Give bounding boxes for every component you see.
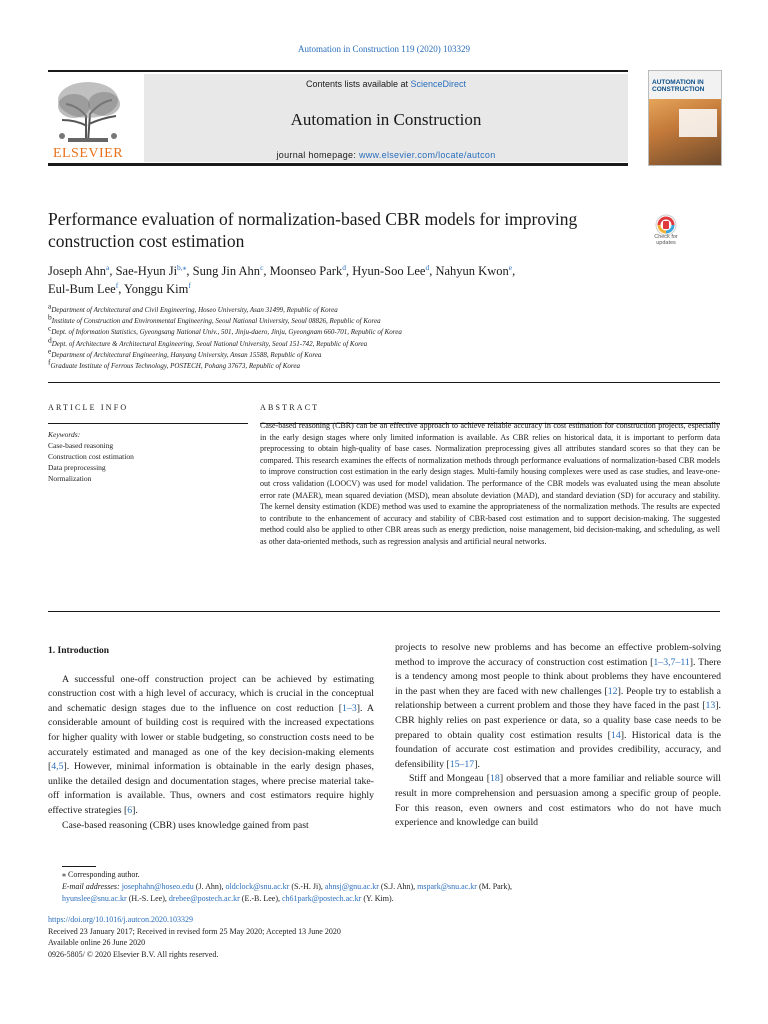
journal-homepage-line <box>144 150 628 160</box>
citation-link[interactable]: 15–17 <box>449 758 475 770</box>
author-separator: , <box>512 264 516 278</box>
body-text: ]. <box>474 758 480 770</box>
author-name[interactable]: Moonseo Park <box>269 264 343 278</box>
body-paragraph <box>48 673 374 819</box>
body-paragraph <box>395 641 721 772</box>
body-text: ]. Historical data is the foundation of accurate cost estimation and provides credibility, accuracy, and defensibility [ <box>395 729 721 770</box>
affiliation-marker: c <box>48 324 52 334</box>
keywords-block <box>48 429 248 484</box>
author-separator: , <box>118 282 124 296</box>
corresponding-author-note: ⁎ Corresponding author. <box>62 870 140 879</box>
author-separator: , <box>429 264 436 278</box>
body-text: ] observed that a more familiar and reliable source will result in more comprehension and persuasion among a specific group of people. For this reason, even owners and cost estimators who do not have much experience and knowledge can build <box>395 773 721 829</box>
body-text: Stiff and Mongeau [ <box>409 773 491 785</box>
body-column-right <box>395 641 721 831</box>
journal-cover-thumbnail[interactable] <box>648 70 722 166</box>
author-separator: , <box>345 264 353 278</box>
affiliation-text: Dept. of Information Statistics, Gyeongsang National Univ., 501, Jinju-daero, Jinju, Gyeongnam 660-701, Republic of Korea <box>51 328 402 337</box>
author-affiliation-marker[interactable]: a <box>106 262 110 272</box>
author-name[interactable]: Sung Jin Ahn <box>192 264 261 278</box>
affiliation-marker: d <box>48 335 52 345</box>
author-name[interactable]: Nahyun Kwon <box>435 264 509 278</box>
affiliation-marker: e <box>48 346 52 356</box>
affiliation-marker: a <box>48 301 52 311</box>
publisher-wordmark: ELSEVIER <box>52 146 124 161</box>
email-link[interactable]: josephahn@hoseo.edu <box>121 882 194 891</box>
citation-link[interactable]: 18 <box>490 773 500 785</box>
received-dates: Received 23 January 2017; Received in revised form 25 May 2020; Accepted 13 June 2020 <box>48 926 341 936</box>
author-name[interactable]: Eul-Bum Lee <box>48 282 116 296</box>
author-affiliation-marker[interactable]: e <box>508 262 513 272</box>
contents-prefix: Contents lists available at <box>305 79 411 89</box>
author-name[interactable]: Sae-Hyun Ji <box>115 264 178 278</box>
author-name[interactable]: Joseph Ahn <box>48 264 106 278</box>
journal-masthead <box>48 70 628 166</box>
article-title: Performance evaluation of normalization-based CBR models for improving construction cost estimation <box>48 209 578 251</box>
contents-available-line <box>144 79 628 89</box>
affiliation-text: Dept. of Architecture & Architectural Engineering, Seoul National University, Seoul 151-742, Republic of Korea <box>51 339 368 348</box>
author-separator: , <box>109 264 116 278</box>
email-link[interactable]: mspark@snu.ac.kr <box>417 882 477 891</box>
author-affiliation-marker[interactable]: c <box>260 262 264 272</box>
affiliation-item <box>48 346 728 361</box>
affiliation-item <box>48 335 728 350</box>
citation-link[interactable]: 4,5 <box>51 761 64 773</box>
affiliation-marker: b <box>48 312 52 322</box>
email-owner: (J. Ahn), <box>193 882 226 891</box>
homepage-prefix: journal homepage: <box>276 150 359 160</box>
email-owner: (S.J. Ahn), <box>378 882 418 891</box>
author-separator: , <box>263 264 270 278</box>
crossmark-icon[interactable] <box>646 212 686 252</box>
cover-contents-box <box>679 109 717 137</box>
footnotes <box>62 869 722 905</box>
keyword-item: Normalization <box>48 474 92 483</box>
body-text: ]. However, minimal information is obtainable in the early design phases, unlike the detailed design and documentation stages, where precise material take-off information is available. Thus, owners and cost estimators require highly effective strategies [ <box>48 761 374 816</box>
affiliation-item <box>48 301 728 316</box>
header-divider <box>48 382 720 383</box>
citation-link[interactable]: 1–3 <box>342 702 357 714</box>
author-affiliation-marker[interactable]: d <box>342 262 346 272</box>
citation-link[interactable]: 12 <box>607 685 618 697</box>
affiliation-item <box>48 324 728 338</box>
footnote-rule <box>62 866 96 867</box>
sciencedirect-link[interactable]: ScienceDirect <box>410 79 467 89</box>
email-link[interactable]: ahnsj@gnu.ac.kr <box>324 882 379 891</box>
affiliation-text: Institute of Construction and Environmental Engineering, Seoul National University, Seoul 08826, Republic of Korea <box>51 317 381 326</box>
email-link[interactable]: hyunslee@snu.ac.kr <box>62 894 127 903</box>
citation-link[interactable]: 6 <box>127 804 133 816</box>
affiliation-item <box>48 312 728 327</box>
affiliation-text: Graduate Institute of Ferrous Technology, POSTECH, Pohang 37673, Republic of Korea <box>50 362 300 371</box>
masthead-top-rule <box>48 70 628 72</box>
body-column-left <box>48 644 374 833</box>
affiliation-marker: f <box>48 357 51 367</box>
body-text: ]. A considerable amount of building cost is required with the increased expectations for higher quality with lower or stable budgeting, so construction costs need to be accurately estimated and managed as one of the key decision-making elements [ <box>48 702 374 773</box>
citation-link[interactable]: 14 <box>610 729 621 741</box>
author-affiliation-marker[interactable]: b,⁎ <box>177 262 187 272</box>
body-text: ]. People try to establish a relationship between a current problem and those they have faced in the past [ <box>395 685 721 712</box>
article-info-rule <box>48 423 248 424</box>
body-text: ]. CBR highly relies on past experience or data, so a quality base case needs to be prepared to obtain quality cost estimation results [ <box>395 700 721 741</box>
keyword-item: Construction cost estimation <box>48 452 134 461</box>
citation-link[interactable]: 1–3,7–11 <box>653 656 690 668</box>
abstract-heading: ABSTRACT <box>260 403 320 412</box>
masthead-bottom-rule <box>48 163 628 166</box>
available-online-date: Available online 26 June 2020 <box>48 938 146 948</box>
email-link[interactable]: ch61park@postech.ac.kr <box>282 894 362 903</box>
doi-link[interactable]: https://doi.org/10.1016/j.autcon.2020.103329 <box>48 915 193 924</box>
affiliation-text: Department of Architectural and Civil Engineering, Hoseo University, Asan 31499, Republic of Korea <box>51 306 338 314</box>
affiliation-text: Department of Architectural Engineering, Hanyang University, Ansan 15588, Republic of Korea <box>51 350 322 359</box>
keyword-item: Case-based reasoning <box>48 441 114 450</box>
keyword-item: Data preprocessing <box>48 463 106 472</box>
article-info-heading: ARTICLE INFO <box>48 403 129 412</box>
journal-homepage-link[interactable]: www.elsevier.com/locate/autcon <box>358 150 496 160</box>
masthead-banner <box>144 74 628 162</box>
copyright-line: 0926-5805/ © 2020 Elsevier B.V. All rights reserved. <box>48 949 219 959</box>
citation-link[interactable]: 13 <box>705 700 716 712</box>
author-separator: , <box>186 264 193 278</box>
affiliation-list <box>48 301 728 372</box>
author-affiliation-marker[interactable]: d <box>425 262 430 272</box>
email-owner: (H.-S. Lee), <box>126 894 169 903</box>
email-owner: (M. Park), <box>476 882 513 891</box>
journal-reference-link[interactable]: Automation in Construction 119 (2020) 103329 <box>298 44 470 54</box>
body-text: A successful one-off construction project can be achieved by estimating construction cost with a high level of accuracy, which is crucial in the conceptual and schematic design stages due to the influence on cost reduction [ <box>48 673 374 714</box>
keywords-label: Keywords: <box>48 430 81 439</box>
body-text: ]. <box>132 804 138 816</box>
body-text: ]. There is a tendency among most people to think about problems they have encountered in the past when they are faced with new challenges [ <box>395 656 721 697</box>
email-addresses <box>62 881 722 905</box>
body-paragraph <box>395 772 721 830</box>
author-affiliation-marker[interactable]: f <box>188 280 191 290</box>
email-owner: (Y. Kim). <box>361 894 394 903</box>
body-paragraph: Case-based reasoning (CBR) uses knowledge gained from past <box>62 819 309 831</box>
author-name[interactable]: Yonggu Kim <box>124 282 189 296</box>
email-owner: (S.-H. Ji), <box>289 882 325 891</box>
author-name[interactable]: Hyun-Soo Lee <box>352 264 426 278</box>
section-heading-introduction: 1. Introduction <box>48 646 110 656</box>
email-owner: (E.-B. Lee), <box>239 894 282 903</box>
email-link[interactable]: oldclock@snu.ac.kr <box>225 882 290 891</box>
crossmark-label[interactable]: Check for updates <box>654 234 678 246</box>
abstract-text: Case-based reasoning (CBR) can be an effective approach to achieve reliable accuracy in cost estimation for construction projects, especially in the early design stages where only limited information is available. As CBR relies on historical data, it is important to perform data preprocessing to obtain high-quality of base cases. Normalization preprocessing gives all attributes standard scores so that they can be compared. This research examines the effects of normalization methods through performance evaluations of normalization-based CBR models to improve construction cost estimation in the early design stages. Multi-family housing complexes were used as case studies, and leave-one-out cross validation (LOOCV) was used for model validation. The performance of the CBR models was evaluated using the mean absolute error rate (MAER), mean squared deviation (MSD), mean absolute deviation (MAD), and standard deviation (SD) for accuracy and stability. The kernel density estimation (KDE) method was used to examine the appropriateness of the normalization methods. The results are expected to contribute to the enhancement of accuracy and stability of CBR-based cost estimation and to support decision-making. The suggested method could also be applied to other CBR areas such as energy prediction, noise management, bid decision-making, and scheduling, as well as other data-oriented methods, such as regression analysis and artificial neural networks. <box>260 421 720 546</box>
author-list <box>48 262 728 298</box>
body-text: projects to resolve new problems and has become an effective problem-solving method to improve the accuracy of construction cost estimation [ <box>395 642 721 668</box>
abstract-divider <box>48 611 720 612</box>
email-label: E-mail addresses: <box>62 882 120 891</box>
cover-title: AUTOMATION IN CONSTRUCTION <box>652 79 705 93</box>
affiliation-item <box>48 357 728 372</box>
email-link[interactable]: drebee@postech.ac.kr <box>168 894 240 903</box>
author-affiliation-marker[interactable]: f <box>115 280 119 290</box>
publication-info <box>48 914 720 960</box>
journal-title: Automation in Construction <box>290 110 482 129</box>
